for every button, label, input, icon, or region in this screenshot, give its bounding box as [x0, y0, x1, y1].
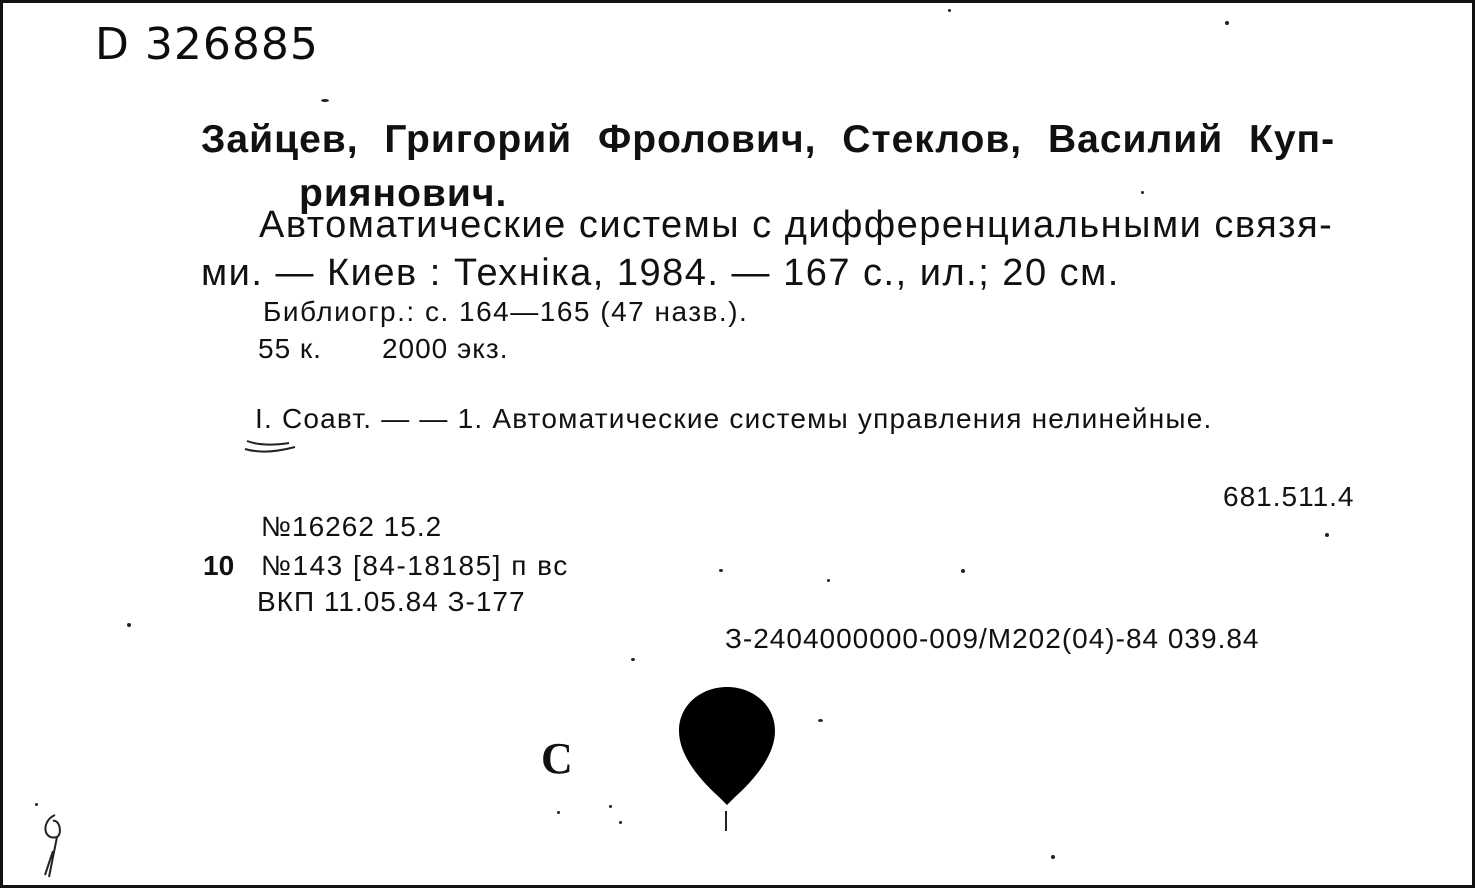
speck	[619, 821, 622, 824]
card-id-number: D 326885	[95, 19, 319, 70]
title-line-1: Автоматические системы с дифференциальными связя-	[259, 204, 1334, 246]
copies: 2000 экз.	[381, 333, 509, 364]
speck	[321, 99, 329, 102]
speck	[818, 719, 823, 722]
classification-code: З-2404000000-009/М202(04)-84 039.84	[725, 623, 1260, 654]
udc-code: 681.511.4	[1223, 481, 1355, 512]
handwritten-underline-mark	[243, 435, 303, 457]
speck	[719, 569, 723, 572]
order-prefix: 10	[203, 550, 235, 581]
punch-hole-icon	[677, 683, 777, 833]
speck	[1325, 533, 1329, 537]
card-letter: С	[541, 734, 573, 783]
bibliography-note: Библиогр.: с. 164—165 (47 назв.).	[263, 296, 749, 327]
speck	[127, 623, 131, 627]
vkp-line: ВКП 11.05.84 З-177	[257, 586, 526, 617]
title-line-2: ми. — Киев : Техніка, 1984. — 167 с., ил.; 20 см.	[201, 252, 1120, 294]
speck	[1225, 21, 1229, 25]
speck	[1051, 855, 1055, 859]
speck	[961, 569, 965, 573]
speck	[948, 9, 951, 12]
authors-line-1: Зайцев, Григорий Фролович, Стеклов, Василий Куп-	[201, 118, 1336, 161]
record-number: №16262 15.2	[261, 511, 443, 542]
speck	[827, 579, 830, 582]
speck	[35, 803, 38, 806]
speck	[1141, 191, 1144, 194]
speck	[609, 805, 612, 808]
authors-line-2: риянович.	[299, 172, 508, 215]
speck	[631, 658, 635, 661]
price: 55 к.	[258, 333, 322, 364]
subject-headings: I. Соавт. — — 1. Автоматические системы управления нелинейные.	[255, 403, 1213, 434]
book-title	[201, 201, 1381, 297]
order-line: №143 [84-18185] п вс	[261, 550, 569, 581]
handwritten-scribble	[33, 811, 73, 881]
price-line	[258, 333, 509, 365]
speck	[557, 811, 560, 814]
